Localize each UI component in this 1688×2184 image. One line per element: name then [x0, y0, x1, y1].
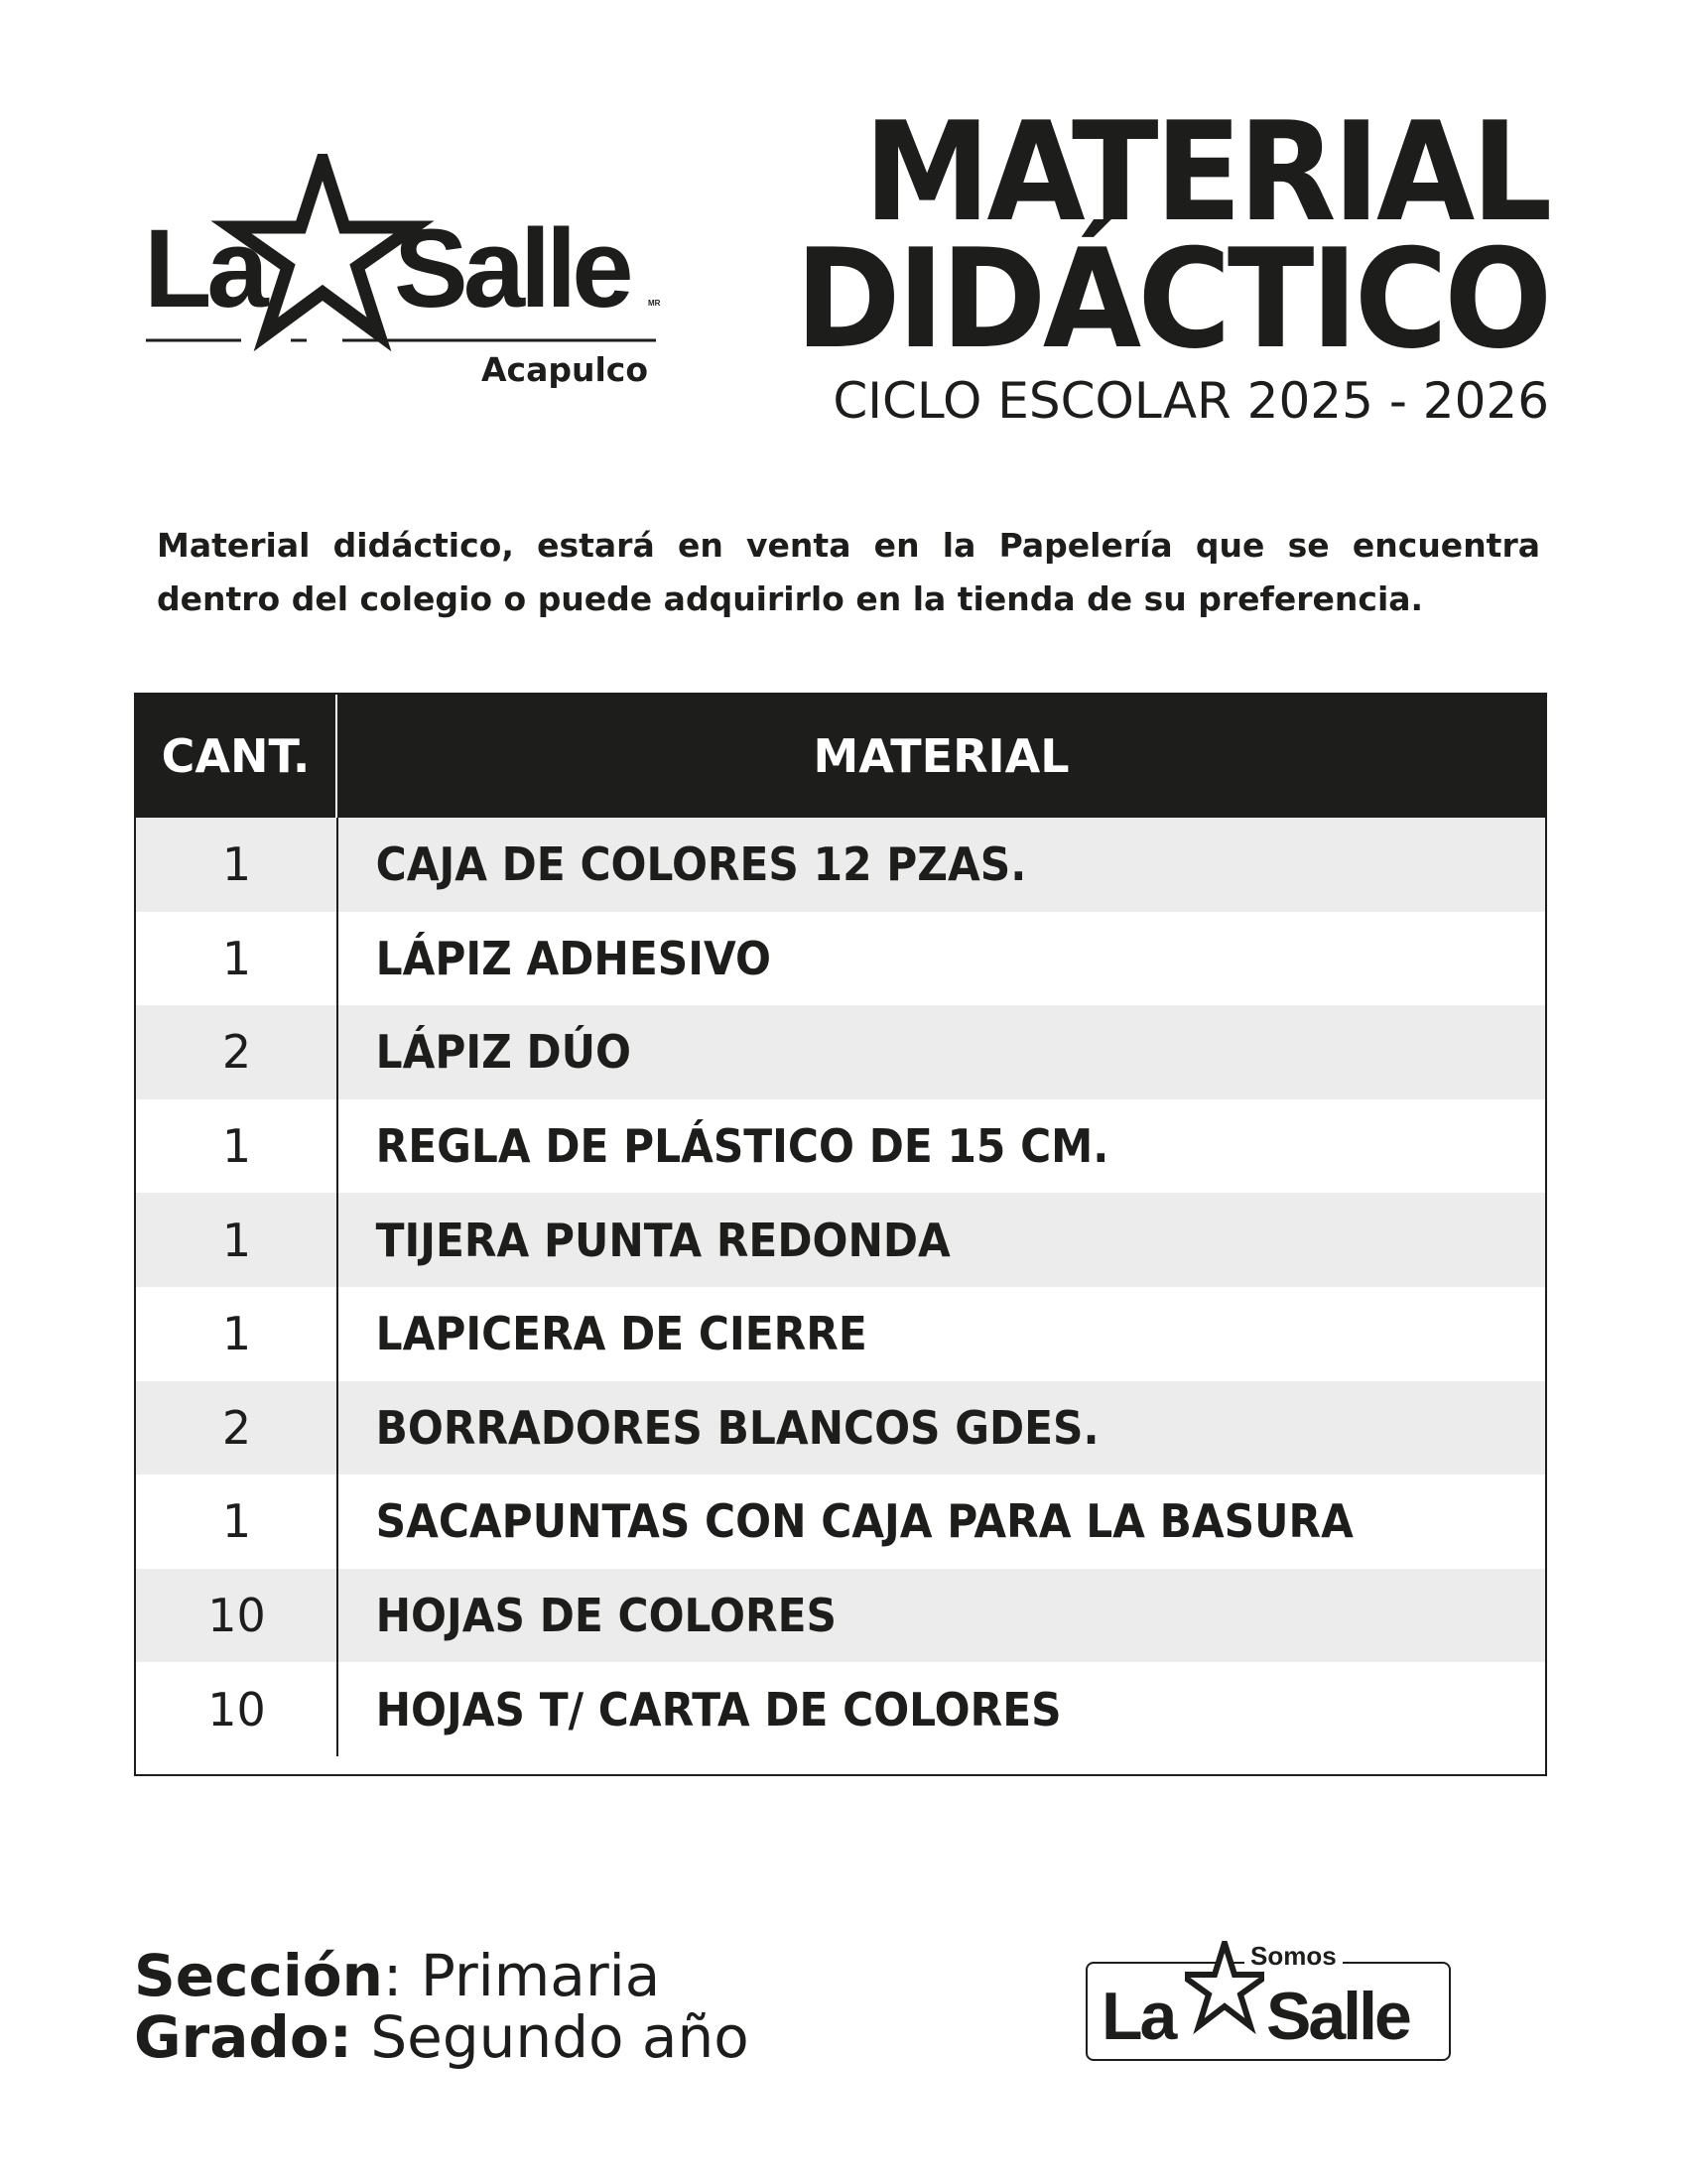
table-row: [136, 818, 1545, 912]
row-quantity: 1: [221, 1213, 252, 1267]
section-label: Sección: [134, 1942, 383, 2009]
logo-city: Acapulco: [481, 350, 649, 389]
page-title: [738, 92, 1549, 431]
row-material: LÁPIZ ADHESIVO: [375, 931, 771, 985]
logo-word-salle: Salle: [394, 206, 629, 330]
row-quantity: 1: [221, 1307, 252, 1361]
row-quantity: 1: [221, 931, 252, 985]
table-body: [136, 818, 1545, 1756]
grade-line: [134, 2003, 749, 2071]
somos-lasalle-badge: [1086, 1937, 1455, 2064]
badge-somos: Somos: [1244, 1941, 1343, 1972]
table-row: [136, 1475, 1545, 1569]
row-quantity: 1: [221, 1119, 252, 1174]
table-row: [136, 1381, 1545, 1476]
row-material: LÁPIZ DÚO: [375, 1025, 632, 1080]
section-line: [134, 1942, 749, 2009]
table-header: [136, 695, 1545, 818]
trademark-mark: MR: [648, 299, 661, 308]
table-row: [136, 1287, 1545, 1381]
row-material: TIJERA PUNTA REDONDA: [375, 1213, 951, 1267]
row-material: HOJAS DE COLORES: [375, 1589, 837, 1643]
row-quantity: 2: [221, 1025, 252, 1080]
grade-value: Segundo año: [351, 2003, 749, 2071]
column-header-qty: CANT.: [136, 695, 337, 818]
table-row: [136, 1662, 1545, 1756]
school-cycle: CICLO ESCOLAR 2025 - 2026: [833, 372, 1549, 430]
badge-word-salle: Salle: [1266, 1979, 1409, 2054]
table-row: [136, 912, 1545, 1006]
row-material: SACAPUNTAS CON CAJA PARA LA BASURA: [375, 1494, 1354, 1549]
materials-table: [134, 693, 1547, 1776]
row-material: CAJA DE COLORES 12 PZAS.: [375, 837, 1027, 892]
row-material: HOJAS T/ CARTA DE COLORES: [375, 1682, 1062, 1736]
table-row: [136, 1569, 1545, 1663]
column-header-material: MATERIAL: [813, 729, 1070, 783]
table-row: [136, 1005, 1545, 1099]
footer-info: [134, 1942, 749, 2071]
badge-star-icon: [1185, 1941, 1264, 2060]
logo-word-la: La: [144, 206, 264, 330]
school-logo: [144, 154, 670, 392]
title-line-1: MATERIAL: [863, 92, 1549, 252]
section-value: : Primaria: [382, 1942, 661, 2009]
row-material: BORRADORES BLANCOS GDES.: [375, 1400, 1100, 1455]
grade-label: Grado:: [134, 2003, 352, 2071]
row-quantity: 10: [207, 1589, 266, 1643]
intro-paragraph: Material didáctico, estará en venta en la Papelería que se encuentra dentro del colegio o puede adquirirlo en la tienda de su preferencia.: [157, 526, 1540, 618]
table-row: [136, 1193, 1545, 1287]
table-row: [136, 1099, 1545, 1194]
row-quantity: 1: [221, 1494, 252, 1549]
row-quantity: 1: [221, 837, 252, 892]
row-quantity: 10: [207, 1682, 266, 1736]
title-line-2: DIDÁCTICO: [795, 219, 1549, 379]
row-quantity: 2: [221, 1400, 252, 1455]
row-material: LAPICERA DE CIERRE: [375, 1307, 867, 1361]
row-material: REGLA DE PLÁSTICO DE 15 CM.: [375, 1119, 1109, 1174]
badge-word-la: La: [1102, 1979, 1175, 2054]
